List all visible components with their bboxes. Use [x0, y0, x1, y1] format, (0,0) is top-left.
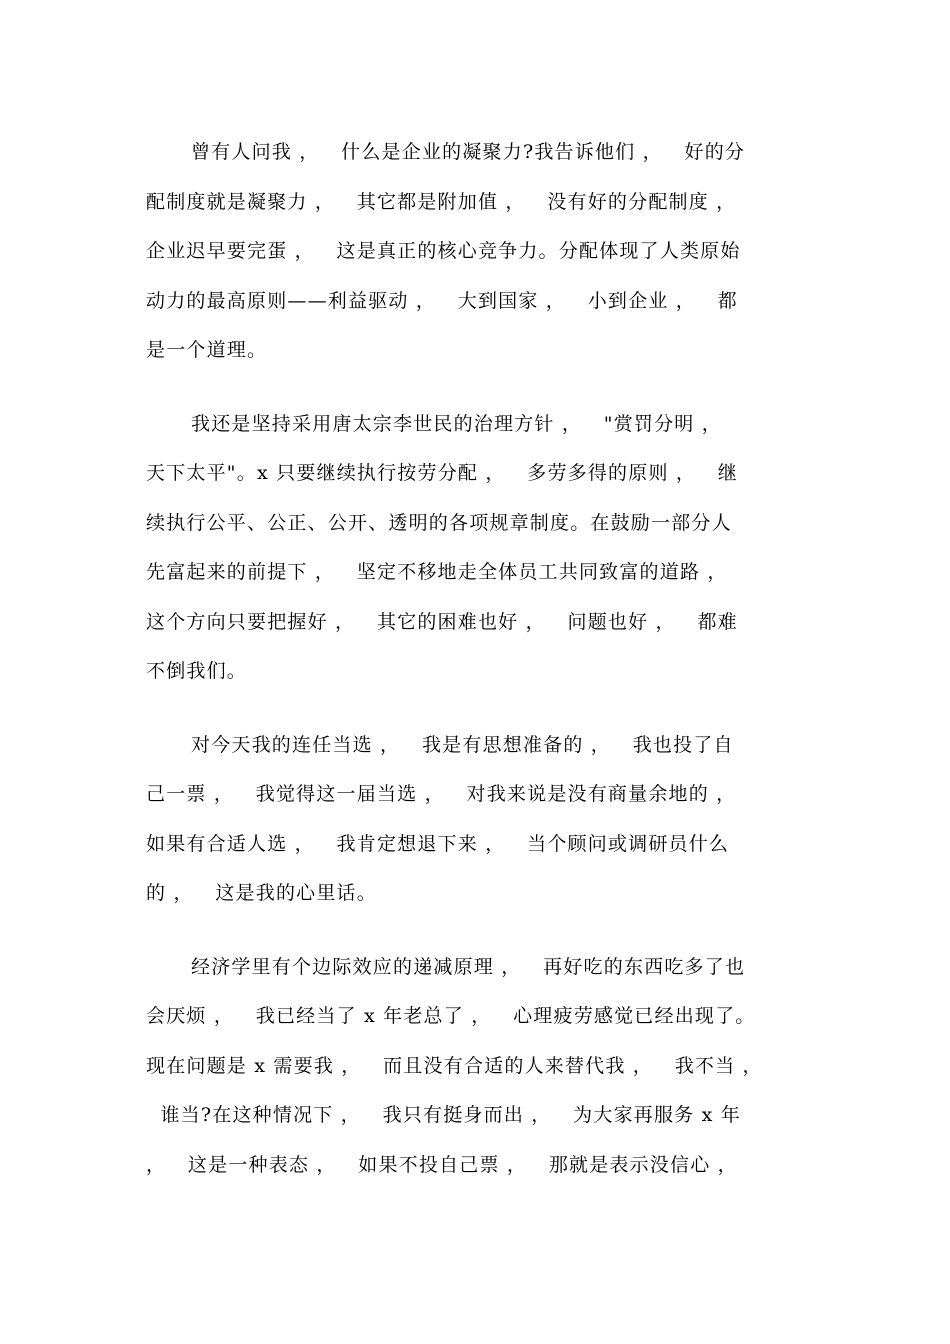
- document-body: [146, 132, 826, 1218]
- text-line: 现在问题是 x 需要我 ， 而且没有合适的人来替代我 ， 我不当 ，: [146, 1054, 763, 1077]
- text-line: 续执行公平、公正、公开、透明的各项规章制度。在鼓励一部分人: [146, 511, 732, 534]
- text-line: 先富起来的前提下 ， 坚定不移地走全体员工共同致富的道路 ，: [146, 561, 728, 583]
- text-line: 谁当?在这种情况下 ， 我只有挺身而出 ， 为大家再服务 x 年: [146, 1104, 741, 1126]
- text-line: 曾有人问我 ， 什么是企业的凝聚力?我告诉他们 ， 好的分: [191, 141, 746, 163]
- text-line: 不倒我们。: [146, 660, 248, 682]
- paragraph-4: [146, 947, 826, 1195]
- text-line: 配制度就是凝聚力 ， 其它都是附加值 ， 没有好的分配制度 ，: [146, 190, 737, 213]
- text-line: 这个方向只要把握好 ， 其它的困难也好 ， 问题也好 ， 都难: [146, 610, 738, 633]
- paragraph-2: [146, 404, 826, 701]
- text-line: ， 这是一种表态 ， 如果不投自己票 ， 那就是表示没信心 ，: [146, 1153, 738, 1176]
- paragraph-3: [146, 725, 826, 923]
- paragraph-1: [146, 132, 826, 380]
- text-line: 我还是坚持采用唐太宗李世民的治理方针 ， "赏罚分明 ，: [191, 412, 722, 435]
- text-line: 对今天我的连任当选 ， 我是有思想准备的 ， 我也投了自: [191, 733, 734, 756]
- text-line: 是一个道理。: [146, 339, 268, 361]
- text-line: 动力的最高原则——利益驱动 ， 大到国家 ， 小到企业 ， 都: [146, 289, 738, 312]
- text-line: 天下太平"。x 只要继续执行按劳分配 ， 多劳多得的原则 ， 继: [146, 462, 739, 484]
- text-line: 己一票 ， 我觉得这一届当选 ， 对我来说是没有商量余地的 ，: [146, 783, 737, 805]
- text-line: 会厌烦 ， 我已经当了 x 年老总了 ， 心理疲劳感觉已经出现了。: [146, 1005, 756, 1027]
- text-line: 企业迟早要完蛋 ， 这是真正的核心竞争力。分配体现了人类原始: [146, 240, 741, 262]
- text-line: 经济学里有个边际效应的递减原理 ， 再好吃的东西吃多了也: [191, 955, 746, 978]
- text-line: 的 ， 这是我的心里话。: [146, 882, 377, 904]
- text-line: 如果有合适人选 ， 我肯定想退下来 ， 当个顾问或调研员什么: [146, 832, 730, 855]
